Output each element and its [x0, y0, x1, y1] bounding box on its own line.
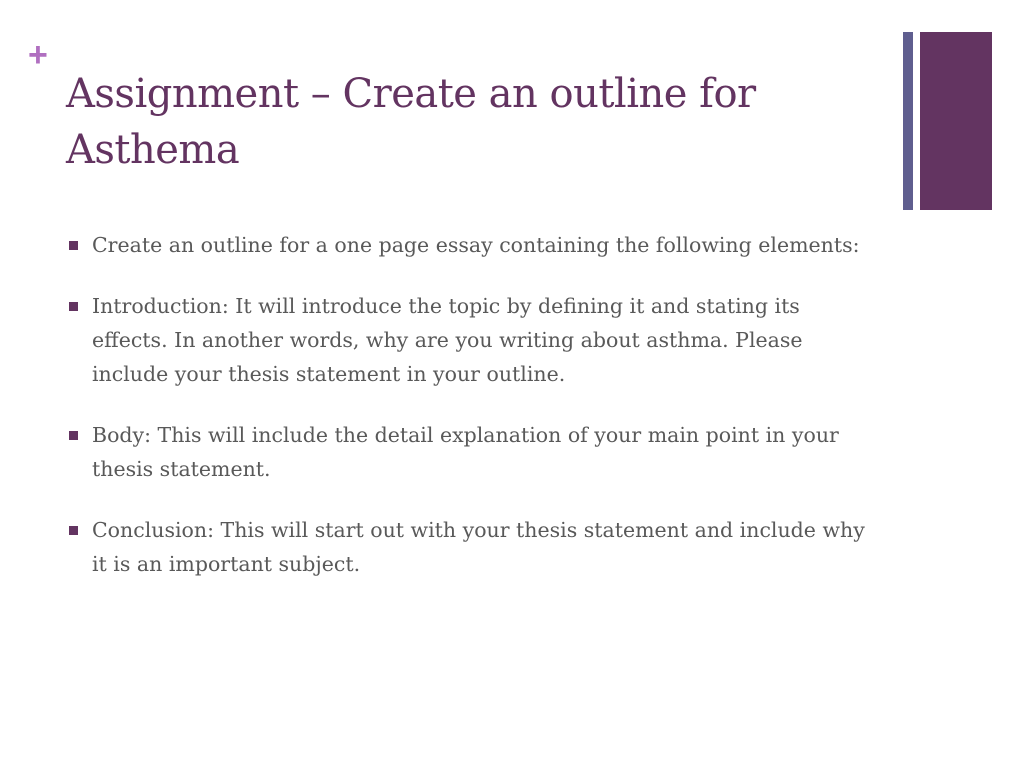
bullet-item-outline	[66, 228, 866, 262]
bullet-item-introduction	[66, 289, 866, 391]
bullet-item-body	[66, 418, 866, 486]
square-bullet-icon	[69, 302, 78, 311]
bullet-text: Create an outline for a one page essay containing the following elements:	[92, 233, 860, 257]
square-bullet-icon	[69, 526, 78, 535]
decorative-thick-bar	[920, 32, 992, 210]
bullet-text: Introduction: It will introduce the topic by defining it and stating its effects. In another words, why are you writing about asthma. Please include your thesis statement in your outline.	[92, 294, 803, 386]
plus-mark: +	[28, 36, 48, 74]
bullet-item-conclusion	[66, 513, 866, 581]
square-bullet-icon	[69, 241, 78, 250]
bullet-list	[66, 228, 866, 608]
square-bullet-icon	[69, 431, 78, 440]
decorative-thin-bar	[903, 32, 913, 210]
bullet-text: Conclusion: This will start out with your thesis statement and include why it is an important subject.	[92, 518, 865, 576]
bullet-text: Body: This will include the detail explanation of your main point in your thesis statement.	[92, 423, 839, 481]
slide-title: Assignment – Create an outline for Asthema	[66, 71, 756, 173]
